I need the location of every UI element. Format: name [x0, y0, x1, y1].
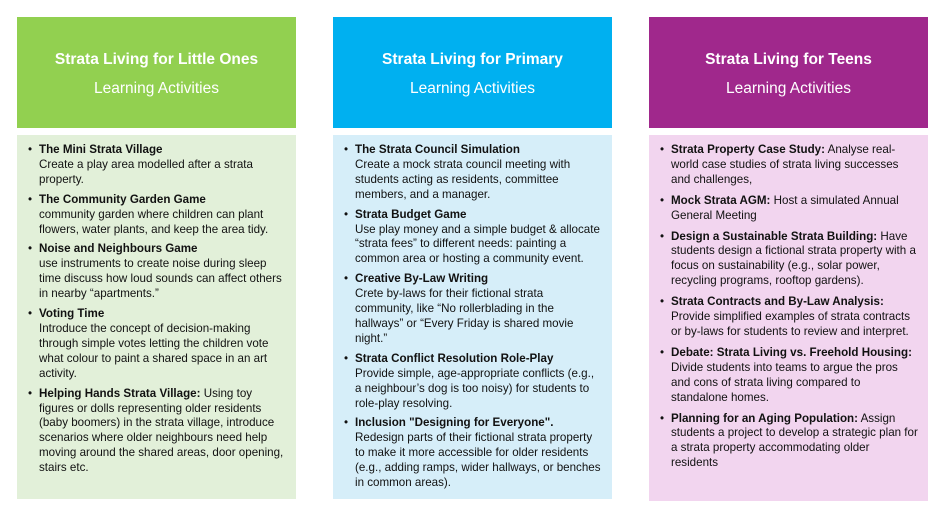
activity-text: Divide students into teams to argue the pros and cons of strata living compared to standalone homes. — [671, 360, 898, 404]
activity-list — [27, 143, 286, 476]
list-item — [659, 230, 918, 290]
activity-title: Mock Strata AGM: — [671, 193, 771, 207]
list-item — [27, 387, 286, 476]
activity-text: Create a mock strata council meeting with students acting as residents, committee members, and a manager. — [355, 157, 571, 201]
list-item — [27, 193, 286, 238]
column-primary — [333, 17, 612, 499]
activity-text: Provide simple, age-appropriate conflicts (e.g., a neighbour’s dog is too noisy) for students to role-play resolving. — [355, 366, 595, 410]
activity-text: use instruments to create noise during sleep time discuss how loud sounds can affect others in nearby “apartments.” — [39, 257, 282, 301]
column-header — [17, 17, 296, 128]
activity-list — [343, 143, 602, 491]
activity-title: The Strata Council Simulation — [355, 143, 520, 156]
activity-title: Design a Sustainable Strata Building: — [671, 229, 878, 243]
activity-list — [659, 143, 918, 471]
activity-text: Provide simplified examples of strata contracts or by-laws for students to review and interpret. — [671, 310, 911, 338]
column-little-ones — [17, 17, 296, 499]
activity-text: Have students design a fictional strata property with a focus on sustainability (e.g., solar power, recycling programs, rooftop gardens). — [671, 229, 916, 288]
activity-title: Helping Hands Strata Village: — [39, 386, 201, 400]
list-item — [343, 272, 602, 347]
column-teens — [649, 17, 928, 501]
activity-text: Analyse real-world case studies of strata living successes and challenges, — [671, 143, 899, 186]
activity-title: The Mini Strata Village — [39, 143, 163, 156]
column-title: Strata Living for Teens — [705, 51, 872, 68]
activity-text: Create a play area modelled after a strata property. — [39, 157, 253, 186]
column-header — [649, 17, 928, 128]
activity-text: Host a simulated Annual General Meeting — [671, 193, 899, 222]
activity-title: Debate: Strata Living vs. Freehold Housing: — [671, 345, 912, 359]
list-item — [659, 194, 918, 224]
activity-text: Introduce the concept of decision-making through simple votes letting the children vote what colour to paint a shared space in an art activity. — [39, 321, 269, 380]
activity-text: Redesign parts of their fictional strata property to make it more accessible for older residents (e.g., adding ramps, wider hallways, or benches in common areas). — [355, 431, 601, 490]
column-title: Strata Living for Little Ones — [54, 51, 259, 68]
activity-title: Strata Property Case Study: — [671, 143, 825, 156]
activity-list-panel — [17, 135, 296, 499]
list-item — [659, 295, 918, 340]
activity-title: Strata Conflict Resolution Role-Play — [355, 351, 554, 365]
list-item — [27, 143, 286, 188]
activity-text: Crete by-laws for their fictional strata community, like “No rollerblading in the hallways” or “Every Friday is shared movie night.” — [355, 287, 574, 345]
activity-text: Using toy figures or dolls representing older residents (baby boomers) in the strata village, introduce scenarios where older neighbours need help moving around the shared areas, door opening, stairs etc. — [39, 386, 284, 475]
activity-title: Strata Contracts and By-Law Analysis: — [671, 295, 884, 309]
activity-text: community garden where children can plant flowers, water plants, and keep the area tidy. — [39, 207, 269, 236]
activity-text: Use play money and a simple budget & allocate “strata fees” to different needs: painting a common area or hosting a community event. — [355, 222, 600, 266]
activity-title: Inclusion "Designing for Everyone". — [355, 416, 554, 430]
column-subtitle: Learning Activities — [410, 80, 535, 97]
activity-list-panel — [649, 135, 928, 501]
list-item — [27, 307, 286, 382]
activity-title: Voting Time — [39, 307, 105, 321]
activity-list-panel — [333, 135, 612, 499]
activity-title: Noise and Neighbours Game — [39, 242, 198, 256]
column-header — [333, 17, 612, 128]
list-item — [659, 346, 918, 406]
list-item — [343, 416, 602, 491]
activity-title: Strata Budget Game — [355, 207, 467, 221]
list-item — [343, 208, 602, 268]
column-subtitle: Learning Activities — [94, 80, 219, 97]
list-item — [659, 143, 918, 188]
activity-title: Planning for an Aging Population: — [671, 411, 858, 425]
activity-title: Creative By-Law Writing — [355, 272, 489, 286]
activity-title: The Community Garden Game — [39, 192, 206, 206]
list-item — [343, 352, 602, 412]
column-title: Strata Living for Primary — [382, 51, 563, 68]
activity-text: Assign students a project to develop a strategic plan for a strata property accommodating older residents — [671, 411, 918, 470]
list-item — [27, 242, 286, 302]
list-item — [659, 412, 918, 472]
column-subtitle: Learning Activities — [726, 80, 851, 97]
list-item — [343, 143, 602, 203]
